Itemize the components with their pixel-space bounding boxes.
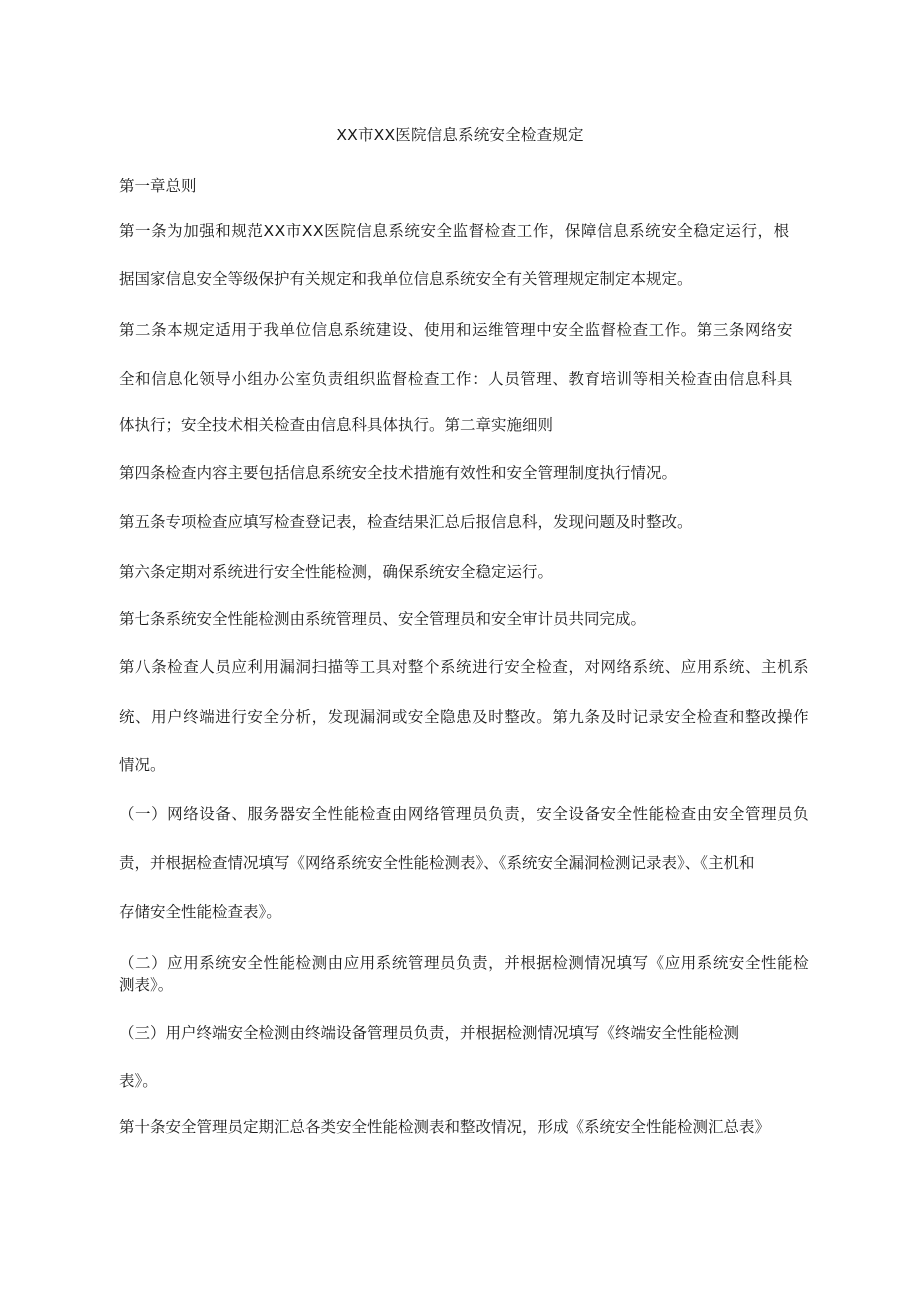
text-line: 表》。 xyxy=(119,1072,158,1090)
text-line: 第五条专项检查应填写检查登记表，检查结果汇总后报信息科，发现问题及时整改。 xyxy=(119,513,693,531)
text-line: 责，并根据检查情况填写《网络系统安全性能检测表》、《系统安全漏洞检测记录表》、《主机和 xyxy=(119,854,755,872)
text-line: 第八条检查人员应利用漏洞扫描等工具对整个系统进行安全检查，对网络系统、应用系统、主机系 xyxy=(119,658,810,676)
text-line: 第七条系统安全性能检测由系统管理员、安全管理员和安全审计员共同完成。 xyxy=(119,610,647,628)
chapter-heading: 第一章总则 xyxy=(119,177,197,195)
text-line: 情况。 xyxy=(119,756,166,774)
text-line: 第一条为加强和规范XX市XX医院信息系统安全监督检查工作，保障信息系统安全稳定运行，根 xyxy=(119,222,790,240)
text-line: 第六条定期对系统进行安全性能检测，确保系统安全稳定运行。 xyxy=(119,563,554,581)
text-line: 存储安全性能检查表》。 xyxy=(119,903,282,921)
text-line: 第十条安全管理员定期汇总各类安全性能检测表和整改情况，形成《系统安全性能检测汇总表》 xyxy=(119,1118,771,1136)
text-line: 据国家信息安全等级保护有关规定和我单位信息系统安全有关管理规定制定本规定。 xyxy=(119,270,693,288)
document-title: XX市XX医院信息系统安全检查规定 xyxy=(336,126,584,144)
text-line: 体执行；安全技术相关检查由信息科具体执行。第二章实施细则 xyxy=(119,416,554,434)
text-line: 第二条本规定适用于我单位信息系统建设、使用和运维管理中安全监督检查工作。第三条网络安 xyxy=(119,321,794,339)
text-line: 全和信息化领导小组办公室负责组织监督检查工作：人员管理、教育培训等相关检查由信息科具 xyxy=(119,370,794,388)
text-line: 测表》。 xyxy=(119,976,174,994)
text-line: 第四条检查内容主要包括信息系统安全技术措施有效性和安全管理制度执行情况。 xyxy=(119,464,678,482)
text-line: （二）应用系统安全性能检测由应用系统管理员负责，并根据检测情况填写《应用系统安全性能检 xyxy=(119,954,810,972)
text-line: （一）网络设备、服务器安全性能检查由网络管理员负责，安全设备安全性能检查由安全管理员负 xyxy=(119,805,810,823)
text-line: （三）用户终端安全检测由终端设备管理员负责，并根据检测情况填写《终端安全性能检测 xyxy=(119,1024,740,1042)
text-line: 统、用户终端进行安全分析，发现漏洞或安全隐患及时整改。第九条及时记录安全检查和整改操作 xyxy=(119,708,810,726)
